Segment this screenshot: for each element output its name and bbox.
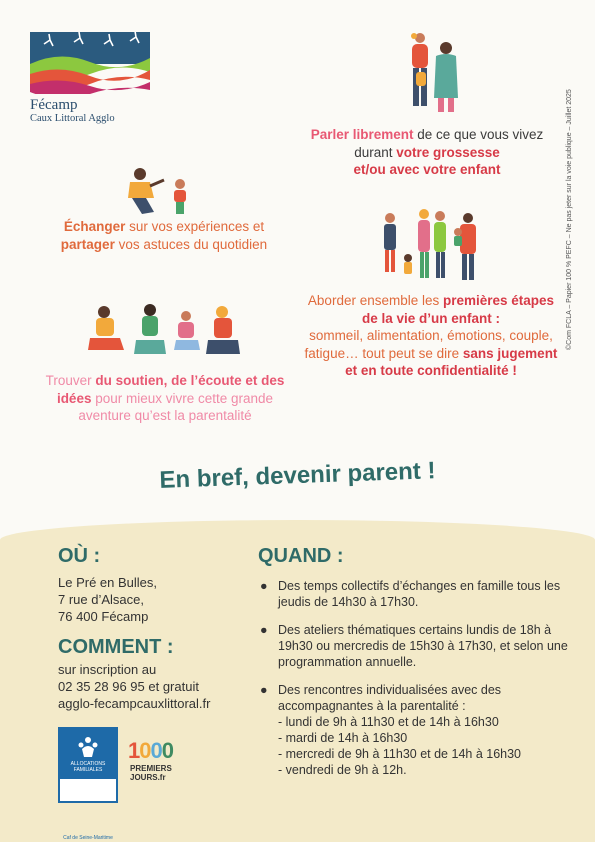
logo-subtitle: Caux Littoral Agglo bbox=[30, 113, 115, 124]
playing-illustration-icon bbox=[120, 166, 200, 218]
parents-group-illustration-icon bbox=[378, 206, 490, 288]
family-illustration-icon bbox=[398, 28, 468, 114]
phone-number: 02 35 28 96 95 et gratuit bbox=[58, 679, 199, 694]
sitting-group-illustration-icon bbox=[86, 300, 250, 362]
registration-info: sur inscription au 02 35 28 96 95 et gratuit agglo-fecampcauxlittoral.fr bbox=[58, 662, 211, 711]
where-heading: OÙ : bbox=[58, 545, 101, 567]
page-title: En bref, devenir parent ! bbox=[159, 457, 436, 494]
text-block-topics: Aborder ensemble les premières étapes de la vie d’un enfant : sommeil, alimentation, émotions, couple, fatigue… tout peut se dire sans jugement et en toute confidentialité ! bbox=[304, 293, 558, 378]
bullet-icon: ● bbox=[260, 579, 268, 593]
caf-family-icon bbox=[76, 735, 100, 759]
logo-name: Fécamp bbox=[30, 97, 78, 113]
address: Le Pré en Bulles, 7 rue d’Alsace, 76 400 Fécamp bbox=[58, 575, 158, 624]
schedule-list bbox=[258, 578, 578, 790]
text-block-support: Trouver du soutien, de l’écoute et des idées pour mieux vivre cette grande aventure qu’est la parentalité bbox=[45, 373, 285, 423]
how-heading: COMMENT : bbox=[58, 636, 174, 658]
caf-logo: ALLOCATIONS FAMILIALES Caf de Seine-Maritime bbox=[58, 727, 118, 803]
website-link[interactable]: agglo-fecampcauxlittoral.fr bbox=[58, 696, 211, 711]
list-item: ● Des rencontres individualisées avec des accompagnantes à la parentalité : - lundi de 9h à 11h30 et de 14h à 16h30 - mardi de 14h à 16h30 - mercredi de 9h à 11h30 et de 14h à 16h30 - vendredi de 9h à 12h. bbox=[260, 683, 521, 777]
text-block-exchange: Échanger sur vos expériences et partager vos astuces du quotidien bbox=[60, 219, 268, 252]
1000-premiers-jours-caption: PREMIERS JOURS.fr bbox=[130, 764, 172, 782]
fecamp-logo-icon bbox=[30, 32, 150, 94]
when-heading: QUAND : bbox=[258, 545, 344, 567]
list-item: ● Des ateliers thématiques certains lundis de 18h à 19h30 ou mercredis de 15h30 à 17h30, et selon une programmation annuelle. bbox=[260, 623, 568, 669]
1000-premiers-jours-logo: 1000 bbox=[128, 738, 173, 763]
bullet-icon: ● bbox=[260, 623, 268, 637]
text-block-talk: Parler librement de ce que vous vivez durant votre grossesse et/ou avec votre enfant bbox=[310, 127, 544, 177]
bullet-icon: ● bbox=[260, 683, 268, 697]
list-item: ● Des temps collectifs d’échanges en famille tous les jeudis de 14h30 à 17h30. bbox=[260, 579, 561, 609]
side-credit: ©Com FCLA – Papier 100 % PEFC – Ne pas jeter sur la voie publique – Juillet 2025 bbox=[566, 89, 573, 350]
